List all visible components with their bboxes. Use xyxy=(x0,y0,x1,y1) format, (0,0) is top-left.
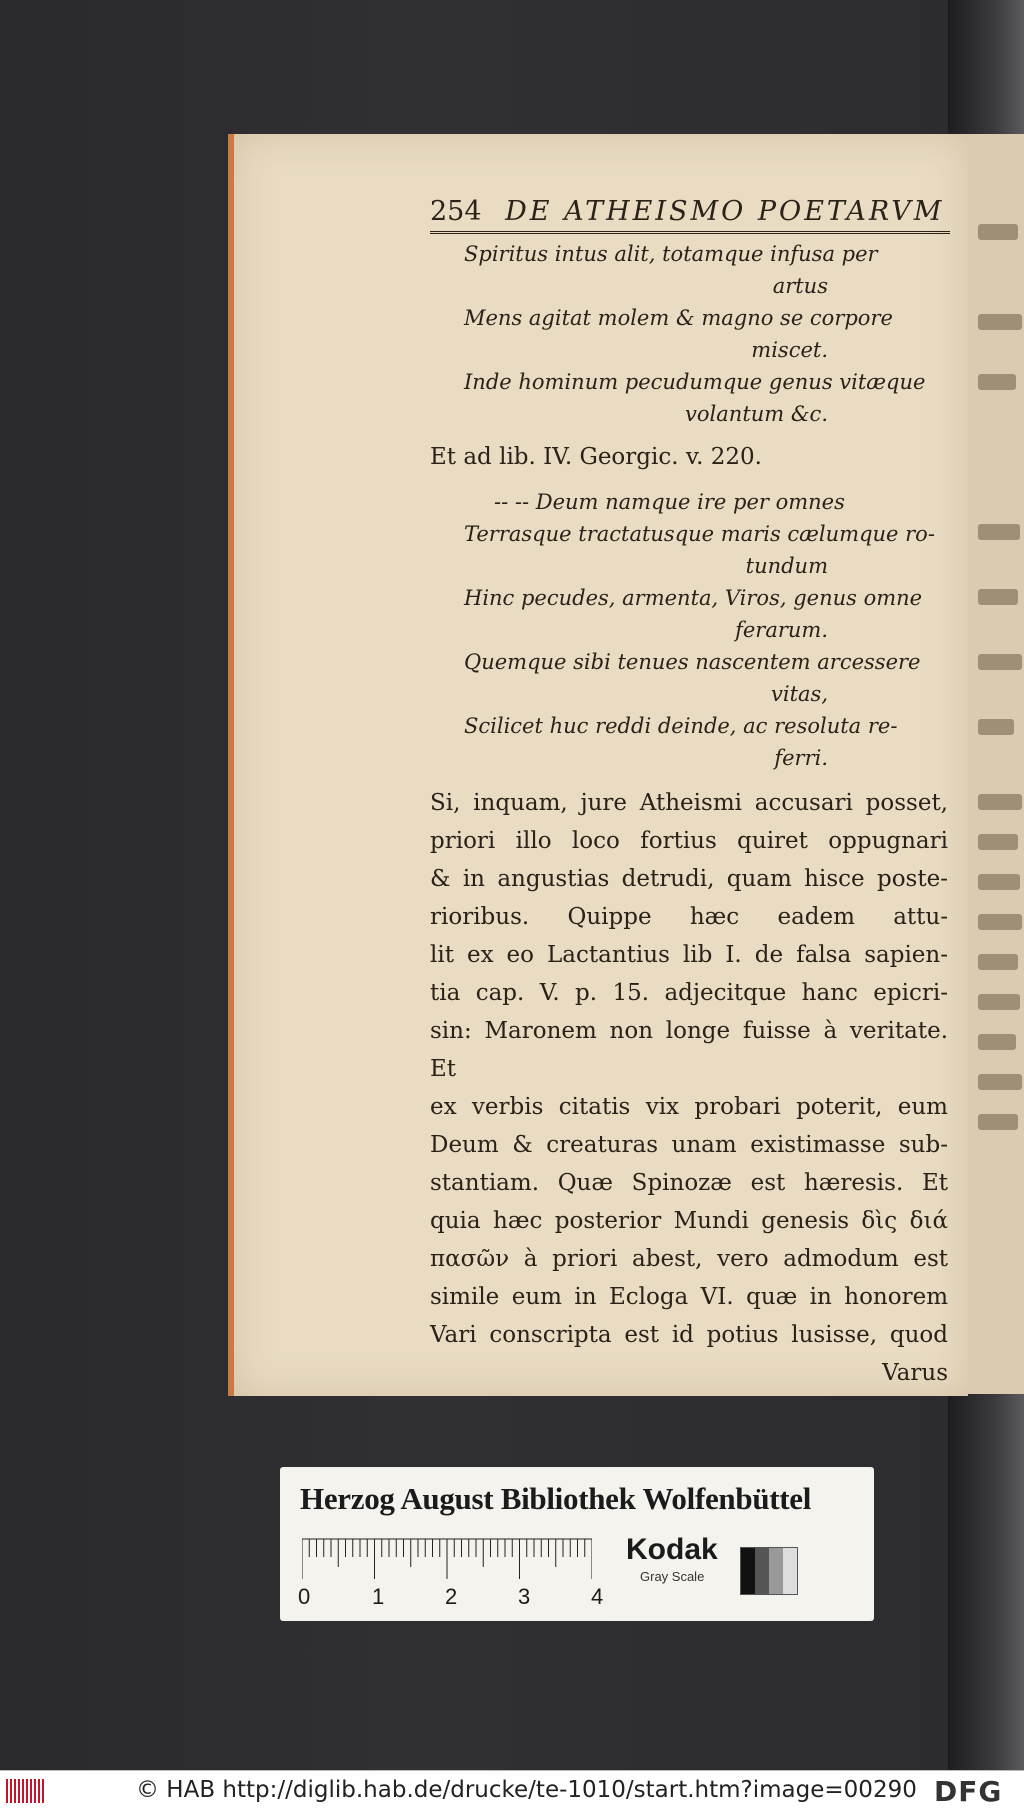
book-page xyxy=(228,134,968,1396)
ruler-scale xyxy=(302,1537,592,1579)
prose-line: Si, inquam, jure Atheismi accusari posset, xyxy=(430,790,948,816)
verse-block-2 xyxy=(464,486,948,774)
prose-line: simile eum in Ecloga VI. quæ in honorem xyxy=(430,1284,948,1310)
verse-continuation: artus xyxy=(772,274,828,298)
running-head xyxy=(430,196,950,234)
verse-line: Mens agitat molem & magno se corpore xyxy=(464,306,893,330)
dfg-logo: DFG xyxy=(934,1775,1003,1808)
verse-line: Hinc pecudes, armenta, Viros, genus omne xyxy=(464,586,923,610)
ruler-number: 2 xyxy=(445,1584,458,1609)
hab-logo-icon xyxy=(6,1779,46,1803)
prose-line: quia hæc posterior Mundi genesis δὶς διά xyxy=(430,1208,948,1234)
verse-line: Terrasque tractatusque maris cælumque ro- xyxy=(464,522,935,546)
library-name: Herzog August Bibliothek Wolfenbüttel xyxy=(300,1481,812,1516)
prose-line: Vari conscripta est id potius lusisse, quod xyxy=(430,1322,948,1348)
color-calibration-label xyxy=(280,1467,874,1621)
ruler-number: 3 xyxy=(518,1584,531,1609)
ruler-number: 0 xyxy=(298,1584,311,1609)
gray-swatch xyxy=(740,1547,798,1595)
prose-line: πασῶν à priori abest, vero admodum est xyxy=(430,1246,948,1272)
prose-line: Deum & creaturas unam existimasse sub- xyxy=(430,1132,948,1158)
adjacent-page-edge xyxy=(962,134,1024,1394)
verse-continuation: ferri. xyxy=(774,746,828,770)
kodak-logo: Kodak xyxy=(626,1533,718,1566)
verse-continuation: miscet. xyxy=(751,338,828,362)
prose-line: rioribus. Quippe hæc eadem attu- xyxy=(430,904,948,930)
gray-scale-caption: Gray Scale xyxy=(640,1569,705,1584)
verse-block-1 xyxy=(464,238,948,430)
prose-line: & in angustias detrudi, quam hisce poste- xyxy=(430,866,948,892)
prose-line: stantiam. Quæ Spinozæ est hæresis. Et xyxy=(430,1170,948,1196)
prose-line: sin: Maronem non longe fuisse à veritate. Et xyxy=(430,1018,948,1082)
verse-continuation: vitas, xyxy=(771,682,828,706)
verse-line: Scilicet huc reddi deinde, ac resoluta re- xyxy=(464,714,898,738)
verse-line: -- -- Deum namque ire per omnes xyxy=(494,490,845,514)
viewer-footer xyxy=(0,1770,1024,1811)
citation-line: Et ad lib. IV. Georgic. v. 220. xyxy=(430,444,762,470)
prose-line: ex verbis citatis vix probari poterit, eum xyxy=(430,1094,948,1120)
ruler-number: 1 xyxy=(372,1584,385,1609)
verse-line: Quemque sibi tenues nascentem arcessere xyxy=(464,650,921,674)
page-number: 254 xyxy=(430,196,482,227)
prose-paragraph xyxy=(430,784,948,1392)
running-head-title: DE ATHEISMO POETARVM xyxy=(505,196,945,227)
verse-line: Spiritus intus alit, totamque infusa per xyxy=(464,242,878,266)
verse-line: Inde hominum pecudumque genus vitæque xyxy=(464,370,926,394)
catchword: Varus xyxy=(882,1360,948,1386)
verse-continuation: tundum xyxy=(745,554,828,578)
copyright-url[interactable]: © HAB http://diglib.hab.de/drucke/te-1010/start.htm?image=00290 xyxy=(136,1777,917,1803)
prose-line: tia cap. V. p. 15. adjecitque hanc epicri- xyxy=(430,980,948,1006)
verse-continuation: volantum &c. xyxy=(685,402,828,426)
prose-line: lit ex eo Lactantius lib I. de falsa sapien- xyxy=(430,942,948,968)
verse-continuation: ferarum. xyxy=(735,618,828,642)
prose-line: priori illo loco fortius quiret oppugnari xyxy=(430,828,948,854)
ruler-number: 4 xyxy=(591,1584,604,1609)
